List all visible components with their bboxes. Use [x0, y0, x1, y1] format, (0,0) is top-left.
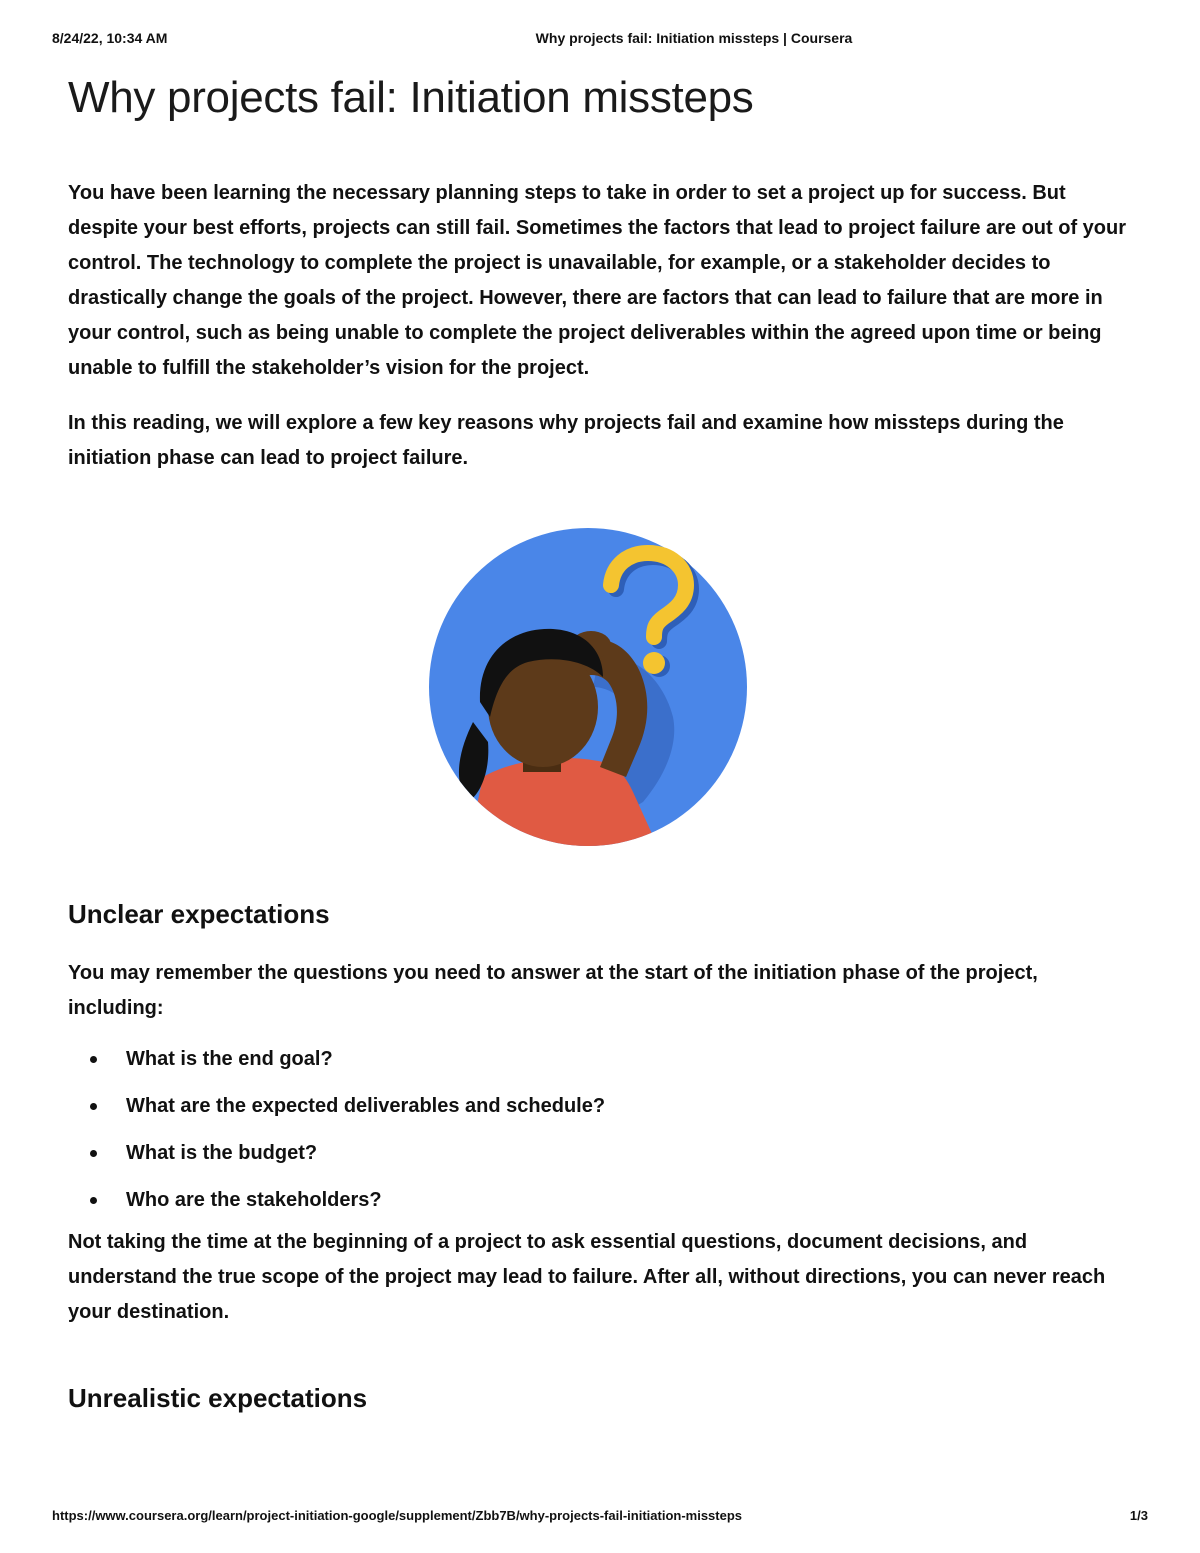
section-heading-unrealistic-expectations: Unrealistic expectations [68, 1382, 368, 1413]
person-question-mark-illustration [428, 527, 748, 847]
print-footer [0, 1508, 1200, 1528]
print-page-title: Why projects fail: Initiation missteps | Coursera [535, 30, 853, 46]
list-item: Who are the stakeholders? [68, 1185, 1128, 1215]
print-date: 8/24/22, 10:34 AM [52, 30, 168, 46]
bullet-icon [90, 1056, 97, 1063]
intro-paragraph-1: You have been learning the necessary planning steps to take in order to set a project up for success. But despite your best efforts, projects can still fail. Sometimes the factors that lead to project failure are out of your control. The technology to complete the project is unavailable, for example, or a stakeholder decides to drastically change the goals of the project. However, there are factors that can lead to failure that are more in your control, such as being unable to complete the project deliverables within the agreed upon time or being unable to fulfill the stakeholder’s vision for the project. [68, 181, 1127, 379]
section-lead-paragraph: You may remember the questions you need to answer at the start of the initiation phase of the project, including: [68, 961, 1038, 1019]
intro-paragraph-2: In this reading, we will explore a few key reasons why projects fail and examine how missteps during the initiation phase can lead to project failure. [68, 411, 1064, 469]
question-list [68, 1044, 1128, 1215]
page-number: 1/3 [1129, 1508, 1148, 1523]
section-heading-unclear-expectations: Unclear expectations [68, 898, 330, 929]
bullet-icon [90, 1197, 97, 1204]
page-url: https://www.coursera.org/learn/project-initiation-google/supplement/Zbb7B/why-projects-fail-initiation-missteps [52, 1508, 743, 1523]
list-item: What is the end goal? [68, 1044, 1128, 1074]
bullet-icon [90, 1103, 97, 1110]
print-header [0, 30, 1200, 50]
bullet-icon [90, 1150, 97, 1157]
list-item: What are the expected deliverables and schedule? [68, 1091, 1128, 1121]
page-title: Why projects fail: Initiation missteps [68, 73, 754, 122]
list-item: What is the budget? [68, 1138, 1128, 1168]
section-closing-paragraph: Not taking the time at the beginning of a project to ask essential questions, document decisions, and understand the true scope of the project may lead to failure. After all, without directions, you can never reach your destination. [68, 1230, 1106, 1323]
article [68, 66, 1128, 1414]
